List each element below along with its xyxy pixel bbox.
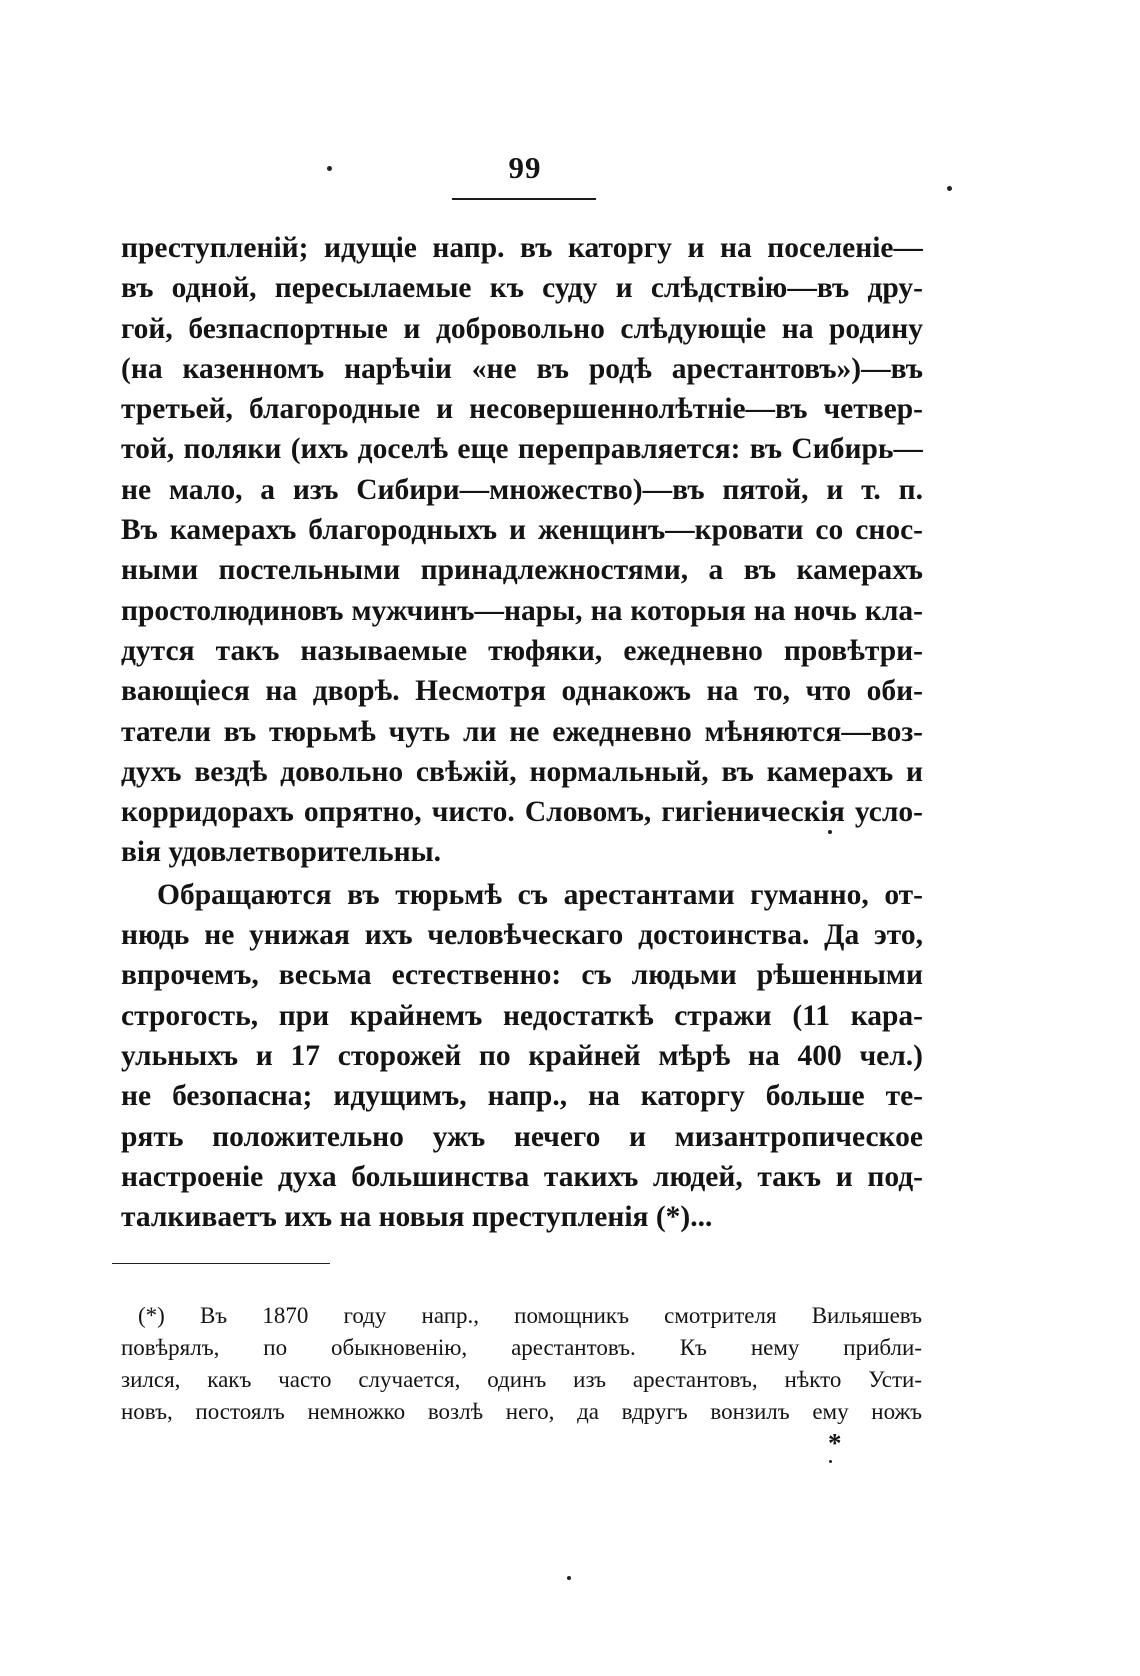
text-line: корридорахъ опрятно, чисто. Словомъ, гигіеническія усло- xyxy=(121,796,923,829)
text-line: вающіеся на дворѣ. Несмотря однакожъ на то, что оби- xyxy=(121,675,923,708)
text-line: преступленій; идущіе напр. въ каторгу и на поселеніе— xyxy=(121,232,923,264)
text-line: третьей, благородные и несовершеннолѣтніе—въ четвер- xyxy=(121,393,923,426)
text-line: Обращаются въ тюрьмѣ съ арестантами гуманно, от- xyxy=(157,878,923,911)
footnote xyxy=(121,1300,922,1428)
footnote-line: зился, какъ часто случается, одинъ изъ арестантовъ, нѣкто Усти- xyxy=(121,1367,922,1392)
header-rule xyxy=(452,198,596,200)
scan-speck xyxy=(829,1460,832,1463)
text-line: въ одной, пересылаемые къ суду и слѣдствію—въ дру- xyxy=(121,272,923,305)
text-line: талкиваетъ ихъ на новыя преступленія (*)... xyxy=(121,1201,713,1234)
text-line: духъ вездѣ довольно свѣжій, нормальный, въ камерахъ и xyxy=(121,755,923,788)
text-line: гой, безпаспортные и добровольно слѣдующіе на родину xyxy=(121,312,923,345)
text-line: дутся такъ называемые тюфяки, ежедневно провѣтри- xyxy=(121,634,923,667)
text-line: впрочемъ, весьма естественно: съ людьми рѣшенными xyxy=(121,959,923,992)
text-line: рять положительно ужъ нечего и мизантропическое xyxy=(121,1120,923,1153)
text-line: Въ камерахъ благородныхъ и женщинъ—кровати со снос- xyxy=(121,514,923,547)
text-line: строгость, при крайнемъ недостаткѣ стражи (11 кара- xyxy=(121,999,923,1032)
text-line: настроеніе духа большинства такихъ людей, такъ и под- xyxy=(121,1160,923,1193)
footnote-rule xyxy=(112,1263,330,1264)
footnote-line: (*) Въ 1870 году напр., помощникъ смотрителя Вильяшевъ xyxy=(138,1303,922,1328)
scan-speck xyxy=(567,1576,571,1580)
footnote-line: повѣрялъ, по обыкновенію, арестантовъ. Къ нему прибли- xyxy=(121,1335,922,1360)
signature-mark: * xyxy=(828,1428,842,1458)
text-line: ными постельными принадлежностями, а въ камерахъ xyxy=(121,554,923,587)
text-line: той, поляки (ихъ доселѣ еще переправляется: въ Сибирь— xyxy=(121,433,923,466)
text-line: татели въ тюрьмѣ чуть ли не ежедневно мѣняются—воз- xyxy=(121,715,923,748)
text-line: нюдь не унижая ихъ человѣческаго достоинства. Да это, xyxy=(121,919,923,952)
scan-speck xyxy=(947,186,952,191)
text-line: (на казенномъ нарѣчіи «не въ родѣ арестантовъ»)—въ xyxy=(121,352,923,385)
scan-speck xyxy=(828,830,832,834)
scan-speck xyxy=(327,166,332,171)
text-line: простолюдиновъ мужчинъ—нары, на которыя на ночь кла- xyxy=(121,594,923,627)
text-line: вія удовлетворительны. xyxy=(121,836,441,869)
text-line: не безопасна; идущимъ, напр., на каторгу больше те- xyxy=(121,1080,923,1113)
text-line: не мало, а изъ Сибири—множество)—въ пятой, и т. п. xyxy=(121,473,923,506)
footnote-line: новъ, постоялъ немножко возлѣ него, да вдругъ вонзилъ ему ножъ xyxy=(121,1399,922,1424)
text-line: ульныхъ и 17 сторожей по крайней мѣрѣ на 400 чел.) xyxy=(121,1039,923,1072)
body-text xyxy=(121,228,923,1237)
page-number: 99 xyxy=(508,150,542,185)
